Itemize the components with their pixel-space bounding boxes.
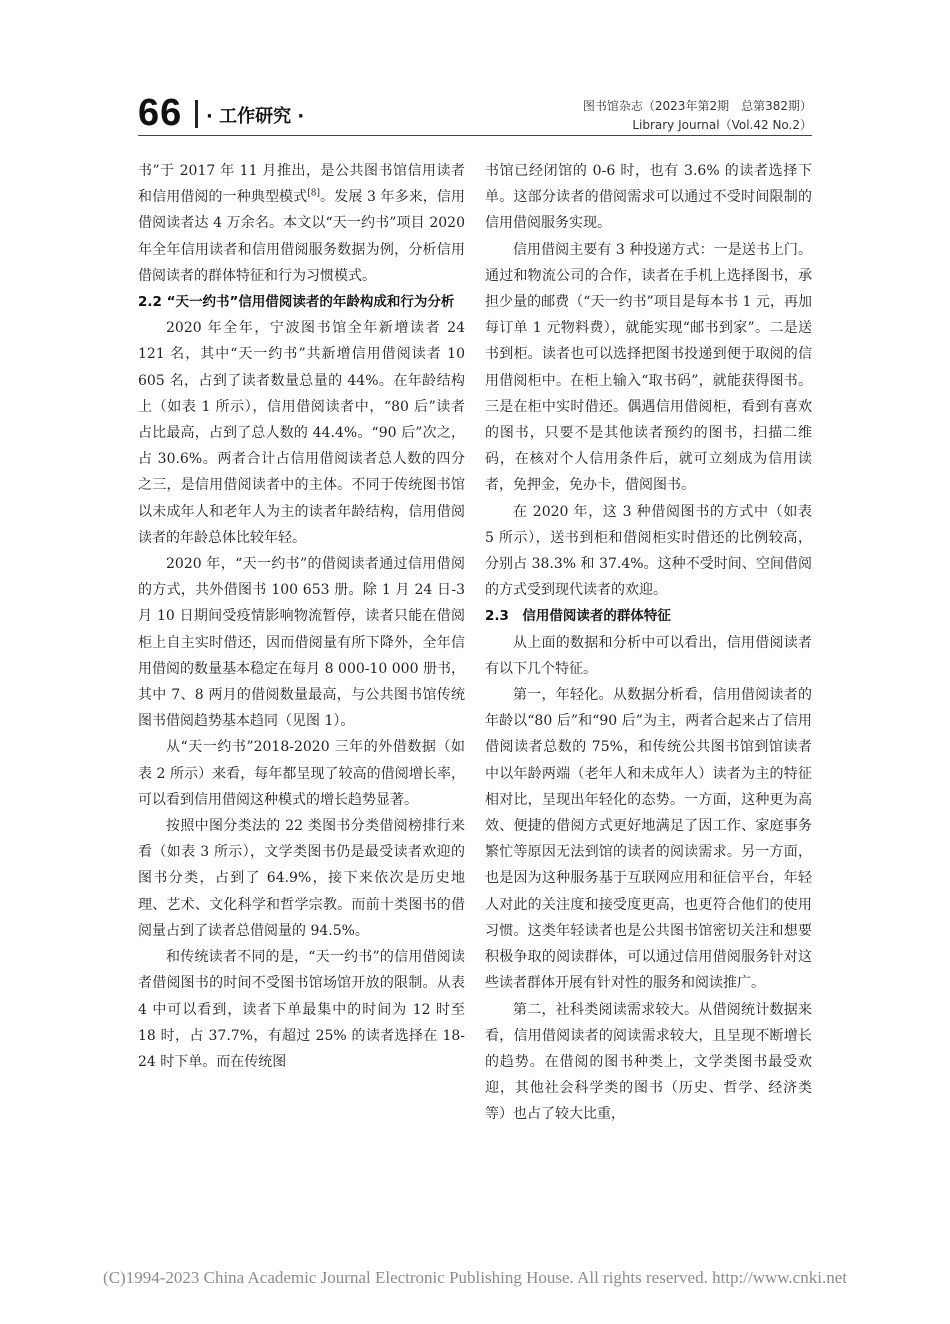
right-column xyxy=(485,158,812,1128)
paragraph: 从“天一约书”2018-2020 三年的外借数据（如表 2 所示）来看，每年都呈现了较高的借阅增长率，可以看到信用借阅这种模式的增长趋势显著。 xyxy=(138,739,465,808)
paragraph: 书馆已经闭馆的 0-6 时，也有 3.6% 的读者选择下单。这部分读者的借阅需求可以通过不受时间限制的信用借阅服务实现。 xyxy=(485,163,812,232)
paragraph: 和传统读者不同的是，“天一约书”的信用借阅读者借阅图书的时间不受图书馆场馆开放的限制。从表 4 中可以看到，读者下单最集中的时间为 12 时至 18 时，占 37.7%，有超过 25% 的读者选择在 18-24 时下单。而在传统图 xyxy=(138,949,465,1070)
journal-volume: Library Journal（Vol.42 No.2） xyxy=(632,118,812,132)
paragraph: 第一，年轻化。从数据分析看，信用借阅读者的年龄以“80 后”和“90 后”为主，两者合起来占了信用借阅读者总数的 75%，和传统公共图书馆到馆读者中以年龄两端（老年人和未成年人）读者为主的特征相对比，呈现出年轻化的态势。一方面，这种更为高效、便捷的借阅方式更好地满足了因工作、家庭事务繁忙等原因无法到馆的读者的阅读需求。另一方面，也是因为这种服务基于互联网应用和征信平台，年轻人对此的关注度和接受度更高，也更符合他们的使用习惯。这类年轻读者也是公共图书馆密切关注和想要积极争取的阅读群体，可以通过信用借阅服务针对这些读者群体开展有针对性的服务和阅读推广。 xyxy=(485,687,812,992)
section-label: · 工作研究 · xyxy=(206,106,305,127)
section-heading-2-3: 2.3 信用借阅读者的群体特征 xyxy=(485,608,671,625)
section-divider xyxy=(195,100,198,128)
left-column xyxy=(138,158,465,1075)
paragraph: 2020 年，“天一约书”的借阅读者通过信用借阅的方式，共外借图书 100 653 册。除 1 月 24 日-3 月 10 日期间受疫情影响物流暂停，读者只能在借阅柜上自主实时借还，因而借阅量有所下降外，全年信用借阅的数量基本稳定在每月 8 000-10 000 册书，其中 7、8 两月的借阅数量最高，与公共图书馆传统图书借阅趋势基本趋同（见图 1）。 xyxy=(138,556,465,730)
paragraph: 按照中图分类法的 22 类图书分类借阅榜排行来看（如表 3 所示），文学类图书仍是最受读者欢迎的图书分类，占到了 64.9%，接下来依次是历史地理、艺术、文化科学和哲学宗教。而前十类图书的借阅量占到了读者总借阅量的 94.5%。 xyxy=(138,818,465,939)
copyright-watermark: (C)1994-2023 China Academic Journal Electronic Publishing House. All rights reserved. http://www.cnki.net xyxy=(103,1268,847,1287)
text-run: 。发展 3 年多来，信用借阅读者达 4 万余名。本文以“天一约书”项目 2020 年全年信用读者和信用借阅服务数据为例，分析信用借阅读者的群体特征和行为习惯模式。 xyxy=(138,189,466,284)
paragraph: 在 2020 年，这 3 种借阅图书的方式中（如表 5 所示），送书到柜和借阅柜实时借还的比例较高，分别占 38.3% 和 37.4%。这种不受时间、空间借阅的方式受到现代读者的欢迎。 xyxy=(485,503,812,599)
paragraph: 2020 年全年，宁波图书馆全年新增读者 24 121 名，其中“天一约书”共新增信用借阅读者 10 605 名，占到了读者数量总量的 44%。在年龄结构上（如表 1 所示），信用借阅读者中，“80 后”读者占比最高，占到了总人数的 44.4%。“90 后”次之，占 30.6%。两者合计占信用借阅读者总人数的四分之三，是信用借阅读者中的主体。不同于传统图书馆以未成年人和老年人为主的读者年龄结构，信用借阅读者的年龄总体比较年轻。 xyxy=(138,320,465,546)
paragraph: 第二，社科类阅读需求较大。从借阅统计数据来看，信用借阅读者的阅读需求较大，且呈现不断增长的趋势。在借阅的图书种类上，文学类图书最受欢迎，其他社会科学类的图书（历史、哲学、经济类等）也占了较大比重， xyxy=(485,1001,812,1123)
paragraph xyxy=(138,158,465,289)
text-run: 书”于 2017 年 11 月推出，是公共图书馆信用读者和信用借阅的一种典型模式 xyxy=(138,163,465,206)
page-number: 66 xyxy=(138,92,183,134)
journal-issue: 图书馆杂志（2023年第2期 总第382期） xyxy=(582,99,812,113)
paragraph: 信用借阅主要有 3 种投递方式：一是送书上门。通过和物流公司的合作，读者在手机上选择图书，承担少量的邮费（“天一约书”项目是每本书 1 元，再加每订单 1 元物料费），就能实现“邮书到家”。二是送书到柜。读者也可以选择把图书投递到便于取阅的信用借阅柜中。在柜上输入“取书码”，就能获得图书。三是在柜中实时借还。偶遇信用借阅柜，看到有喜欢的图书，只要不是其他读者预约的图书，扫描二维码，在核对个人信用条件后，就可立刻成为信用读者，免押金，免办卡，借阅图书。 xyxy=(485,241,812,494)
header-rule xyxy=(138,135,812,136)
citation-ref[interactable]: [8] xyxy=(307,188,321,199)
page-header xyxy=(0,0,950,140)
journal-info xyxy=(583,97,812,135)
paragraph: 从上面的数据和分析中可以看出，信用借阅读者有以下几个特征。 xyxy=(485,634,812,677)
section-heading-2-2: 2.2 “天一约书”信用借阅读者的年龄构成和行为分析 xyxy=(138,294,455,311)
